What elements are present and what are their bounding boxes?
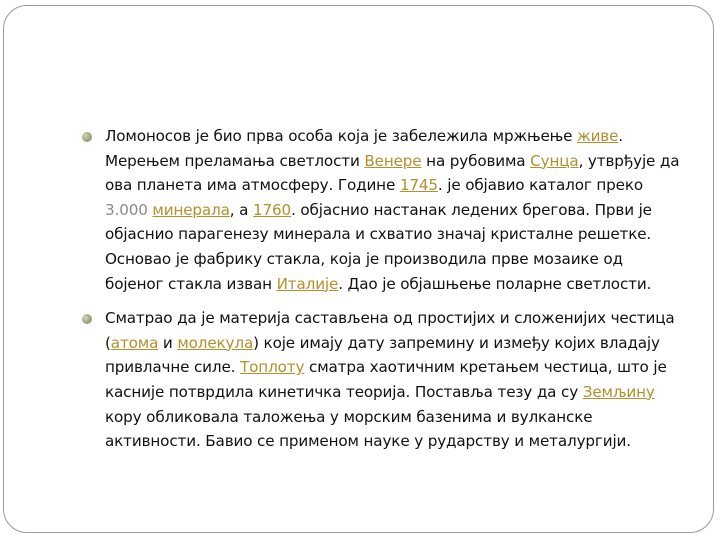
bullet-item	[82, 306, 682, 454]
text-run: на рубовима	[421, 151, 531, 170]
hyperlink[interactable]: атома	[110, 333, 159, 352]
text-run: кору обликовала таложења у морским базенима и вулканске активности. Бавио се применом науке у рударству и металургији.	[105, 407, 631, 451]
hyperlink[interactable]: 1760	[253, 200, 292, 219]
text-run: ) које имају дату запремину и између којих владају привлачне силе.	[105, 333, 660, 377]
hyperlink[interactable]: живе	[577, 127, 619, 145]
hyperlink[interactable]: Италије	[276, 274, 339, 293]
slide-frame	[3, 5, 714, 533]
hyperlink[interactable]: Венере	[364, 151, 422, 170]
hyperlink[interactable]: 1745	[399, 176, 438, 195]
text-run: . Дао је објашњење поларне светлости.	[338, 274, 652, 293]
hyperlink[interactable]: минерала	[152, 200, 230, 219]
text-run: Ломоносов је био прва особа која је забележила мржњење	[105, 127, 578, 145]
text-run: . Мерењем преламања светлости	[105, 127, 623, 170]
bullet-list	[82, 124, 682, 464]
bullet-icon	[82, 314, 92, 324]
hyperlink[interactable]: Земљину	[582, 382, 655, 401]
text-run: Сматрао да је материја састављена од простијих и сложенијих честица (	[105, 309, 675, 352]
bullet-item	[82, 124, 682, 296]
text-run: . је објавио каталог преко	[437, 176, 643, 195]
number-text: 3.000	[105, 200, 148, 219]
bullet-icon	[82, 132, 92, 142]
text-run: сматра хаотичним кретањем честица, што је касније потврдила кинетичка теорија. Поставља тезу да су	[105, 358, 667, 401]
bullet-text	[105, 309, 675, 450]
bullet-text	[105, 127, 679, 293]
hyperlink[interactable]: молекула	[177, 333, 254, 352]
text-run: и	[158, 333, 178, 352]
text-run: . објаснио настанак ледених брегова. Први је објаснио парагенезу минерала и схватио значај кристалне решетке. Основао је фабрику стакла, која је производила прве мозаике од бојеног стакла изван	[105, 200, 652, 293]
text-run: , утврђује да ова планета има атмосферу. Године	[105, 151, 680, 195]
hyperlink[interactable]: Сунца	[530, 151, 579, 170]
hyperlink[interactable]: Топлоту	[240, 358, 305, 377]
text-run: , а	[229, 200, 253, 219]
